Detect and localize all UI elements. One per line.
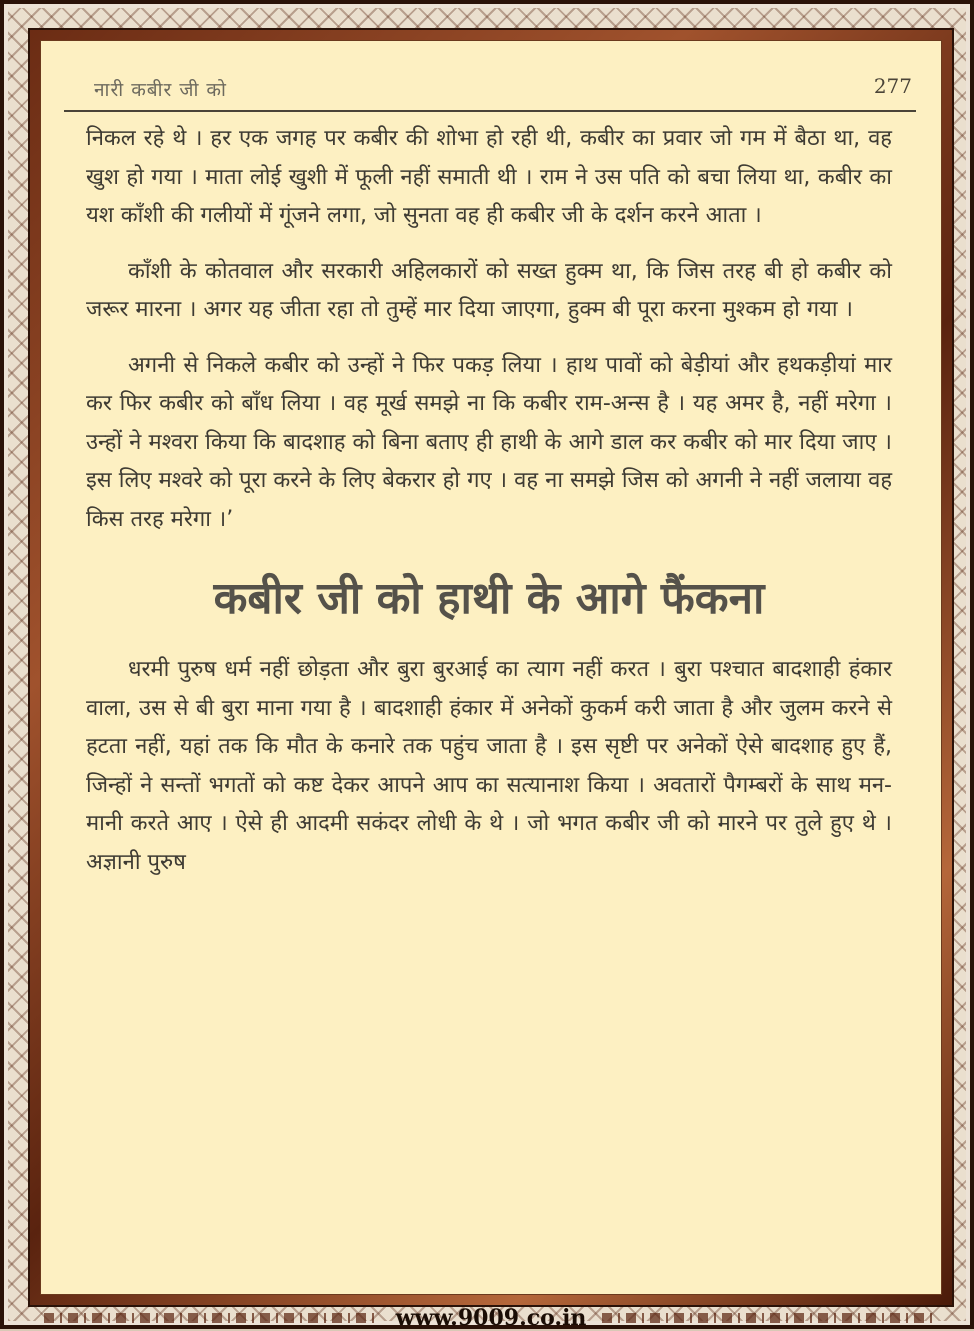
footer-ornament-right	[602, 1313, 938, 1323]
paragraph: काँशी के कोतवाल और सरकारी अहिलकारों को सख्त हुक्म था, कि जिस तरह बी हो कबीर को जरूर मारना । अगर यह जीता रहा तो तुम्हें मार दिया जाएगा, हुक्म बी पूरा करना मुश्कम हो गया ।	[86, 258, 892, 322]
paragraph: अगनी से निकले कबीर को उन्हों ने फिर पकड़ लिया । हाथ पावों को बेड़ीयां और हथकड़ीयां मार कर फिर कबीर को बाँध लिया । वह मूर्ख समझे ना कि कबीर राम-अन्स है । यह अमर है, नहीं मरेगा । उन्हों ने मश्वरा किया कि बादशाह को बिना बताए ही हाथी के आगे डाल कर कबीर को मार दिया जाए । इस लिए मश्वरे को पूरा करने के लिए बेकरार हो गए । वह ना समझे जिस को अगनी ने नहीं जलाया वह किस तरह मरेगा ।’	[86, 352, 892, 532]
footer-url[interactable]: www.9009.co.in	[395, 1305, 587, 1331]
footer-ornament-left	[44, 1313, 380, 1323]
footer-bar	[44, 1307, 938, 1329]
page-header	[64, 70, 916, 112]
section-heading: कबीर जी को हाथी के आगे फैंकना	[213, 573, 765, 624]
page-content	[86, 120, 892, 899]
paragraph: धरमी पुरुष धर्म नहीं छोड़ता और बुरा बुरआई का त्याग नहीं करत । बुरा पश्चात बादशाही हंकार वाला, उस से बी बुरा माना गया है । बादशाही हंकार में अनेकों कुकर्म करी जाता है और जुलम करने से हटता नहीं, यहां तक कि मौत के कनारे तक पहुंच जाता है । इस सृष्टी पर अनेकों ऐसे बादशाह हुए हैं, जिन्हों ने सन्तों भगतों को कष्ट देकर आपने आप का सत्यानाश किया । अवतारों पैगम्बरों के साथ मन-मानी करते आए । ऐसे ही आदमी सकंदर लोधी के थे । जो भगत कबीर जी को मारने पर तुले हुए थे । अज्ञानी पुरुष	[86, 657, 892, 875]
paragraph: निकल रहे थे । हर एक जगह पर कबीर की शोभा हो रही थी, कबीर का प्रवार जो गम में बैठा था, वह खुश हो गया । माता लोई खुशी में फूली नहीं समाती थी । राम ने उस पति को बचा लिया था, कबीर का यश काँशी की गलीयों में गूंजने लगा, जो सुनता वह ही कबीर जी के दर्शन करने आता ।	[86, 126, 892, 228]
book-page	[40, 40, 942, 1295]
page-number: 277	[873, 74, 912, 98]
running-title: नारी कबीर जी को	[94, 79, 227, 101]
